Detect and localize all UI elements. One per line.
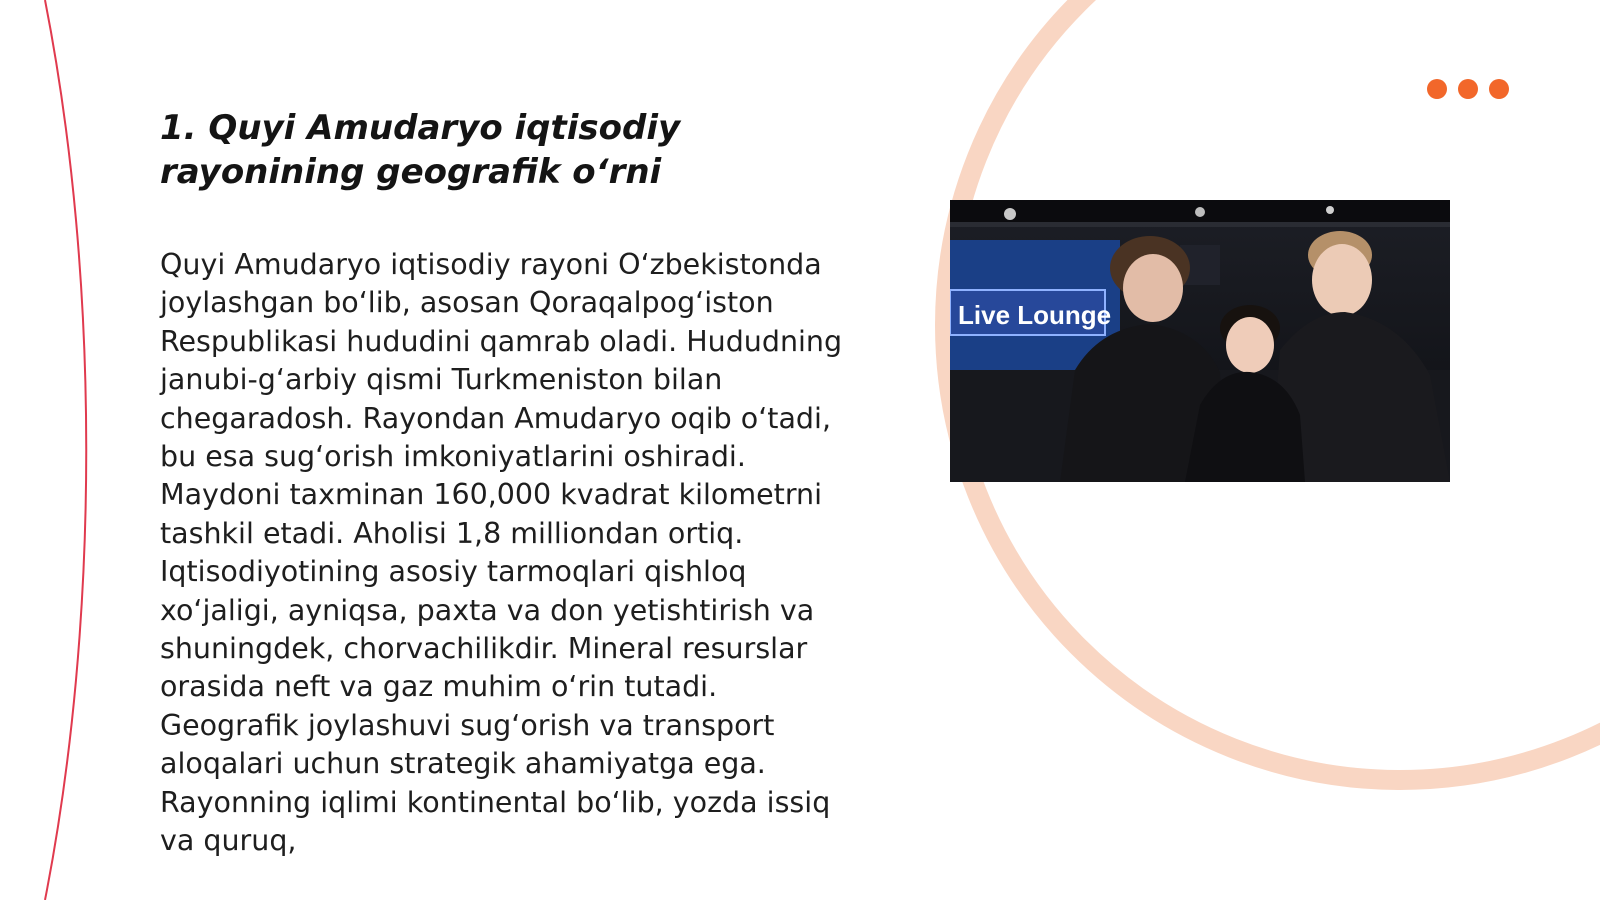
slide-body-text: Quyi Amudaryo iqtisodiy rayoni O‘zbekistonda joylashgan bo‘lib, asosan Qoraqalpog‘iston Respublikasi hududini qamrab oladi. Hududning janubi-g‘arbiy qismi Turkmeniston bilan chegaradosh. Rayondan Amudaryo oqib o‘tadi, bu esa sug‘orish imkoniyatlarini oshiradi. Maydoni taxminan 160,000 kvadrat kilometrni tashkil etadi. Aholisi 1,8 milliondan ortiq. Iqtisodiyotining asosiy tarmoqlari qishloq xo‘jaligi, ayniqsa, paxta va don yetishtirish va shuningdek, chorvachilikdir. Mineral resurslar orasida neft va gaz muhim o‘rin tutadi. Geografik joylashuvi sug‘orish va transport aloqalari uchun strategik ahamiyatga ega. Rayonning iqlimi kontinental bo‘lib, yozda issiq va quruq, (160, 248, 843, 858)
slide-title: 1. Quyi Amudaryo iqtisodiy rayonining geografik o‘rni (160, 108, 681, 192)
photo-sign-text: Live Lounge (958, 300, 1112, 330)
dot (1489, 79, 1509, 99)
dot (1427, 79, 1447, 99)
left-arc-line (45, 0, 86, 900)
dot (1458, 79, 1478, 99)
menu-dots-icon (1427, 79, 1509, 99)
band-photo (950, 200, 1450, 482)
